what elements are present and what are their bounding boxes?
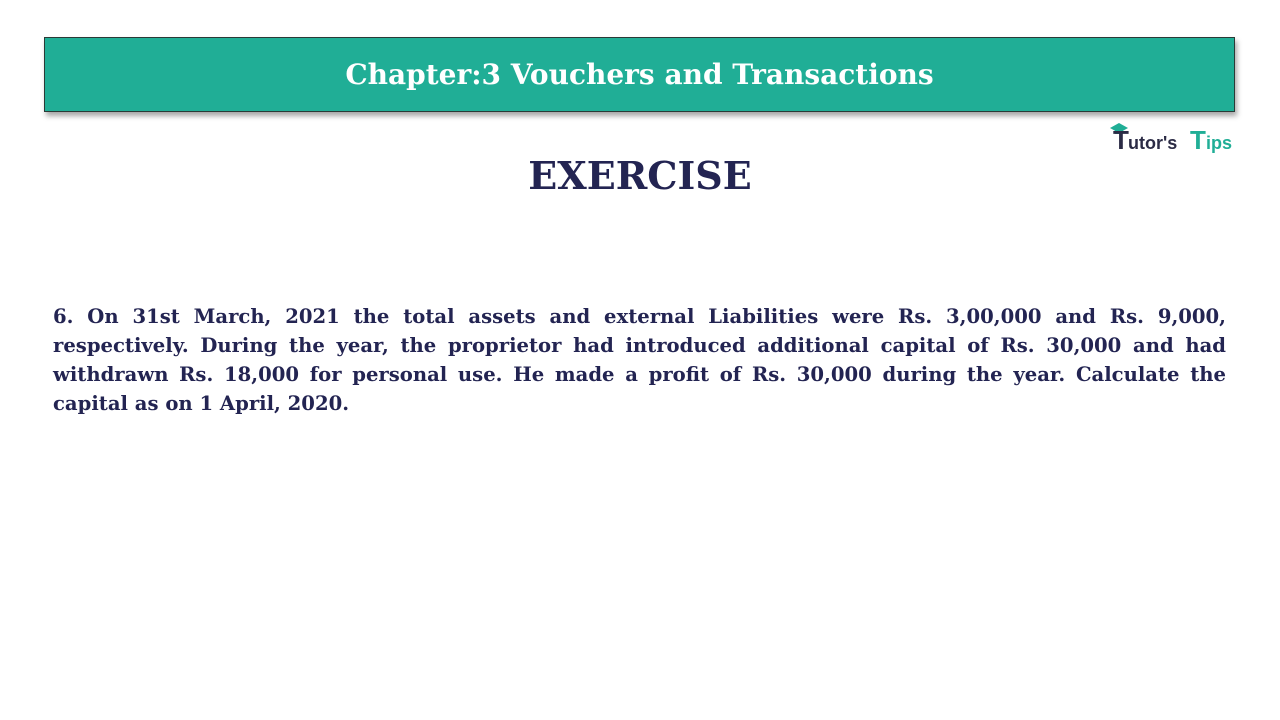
chapter-title-banner — [44, 37, 1235, 112]
exercise-heading: EXERCISE — [528, 153, 752, 198]
logo-text-utors: utor's — [1128, 133, 1178, 153]
question-text: 6. On 31st March, 2021 the total assets and external Liabilities were Rs. 3,00,000 and Rs. 9,000, respectively. During the year, the proprietor had introduced additional capital of Rs. 30,000 and had withdrawn Rs. 18,000 for personal use. He made a profit of Rs. 30,000 during the year. Calculate the capital as on 1 April, 2020. — [53, 305, 1226, 415]
chapter-title: Chapter:3 Vouchers and Transactions — [345, 58, 934, 91]
logo-letter-t2: T — [1190, 125, 1206, 155]
logo-text-ips: ips — [1206, 133, 1233, 153]
logo-letter-t1: T — [1113, 125, 1129, 155]
